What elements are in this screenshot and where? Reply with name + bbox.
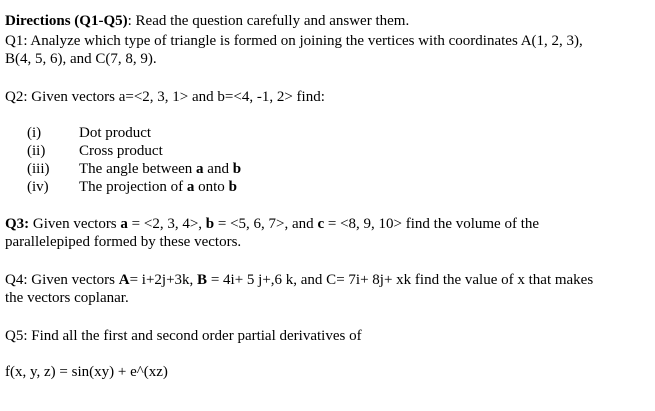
q4-text-2: = i+2j+3k, (129, 272, 198, 288)
q3-text-2: = <2, 3, 4>, (127, 216, 206, 232)
vector-a-bold: a (186, 179, 195, 195)
vector-b-bold: b (205, 216, 215, 232)
q2-item-4-pre: The projection of (79, 179, 187, 195)
q2-item-3-text (79, 160, 241, 178)
vector-B-bold: B (197, 272, 208, 288)
q3-label: Q3: (5, 216, 30, 232)
q2-item-4-text (79, 178, 237, 196)
q4-line-1 (5, 271, 593, 289)
vector-b-bold: b (232, 161, 242, 177)
q2-item-4-number: (iv) (27, 179, 49, 195)
q5-formula: f(x, y, z) = sin(xy) + e^(xz) (5, 364, 168, 380)
vector-A-bold: A (118, 272, 130, 288)
q2-item-1-text: Dot product (79, 125, 152, 141)
q2-item-3-pre: The angle between (79, 161, 197, 177)
q2-item-4-mid: onto (194, 179, 229, 195)
q3-text-1: Given vectors (29, 216, 121, 232)
q2-item-2-number: (ii) (27, 143, 46, 159)
q3-text-4: = <8, 9, 10> find the volume of the (324, 216, 540, 232)
q1-line-1: Q1: Analyze which type of triangle is formed on joining the vertices with coordinates A(1, 2, 3), (5, 33, 583, 49)
q2-item-2-text: Cross product (79, 143, 163, 159)
q1-line-2: B(4, 5, 6), and C(7, 8, 9). (5, 51, 157, 67)
vector-a-bold: a (196, 161, 204, 177)
q3-line-1 (5, 215, 539, 233)
q2-item-3-number: (iii) (27, 161, 50, 177)
vector-a-bold: a (120, 216, 128, 232)
q5-text: Q5: Find all the first and second order partial derivatives of (5, 328, 362, 344)
directions-label: Directions (Q1-Q5) (5, 13, 128, 29)
vector-b-bold: b (228, 179, 237, 195)
q4-text-1: Q4: Given vectors (5, 272, 119, 288)
q3-text-3: = <5, 6, 7>, and (214, 216, 318, 232)
q2-item-3-mid: and (203, 161, 233, 177)
q4-line-2: the vectors coplanar. (5, 290, 129, 306)
vector-c-bold: c (317, 216, 325, 232)
q4-text-3: = 4i+ 5 j+,6 k, and C= 7i+ 8j+ xk find the value of x that makes (207, 272, 594, 288)
q2-text: Q2: Given vectors a=<2, 3, 1> and b=<4, -1, 2> find: (5, 89, 325, 105)
q3-line-2: parallelepiped formed by these vectors. (5, 234, 242, 250)
q2-item-1-number: (i) (27, 125, 42, 141)
directions-line (5, 12, 409, 30)
directions-text: : Read the question carefully and answer them. (127, 13, 410, 29)
